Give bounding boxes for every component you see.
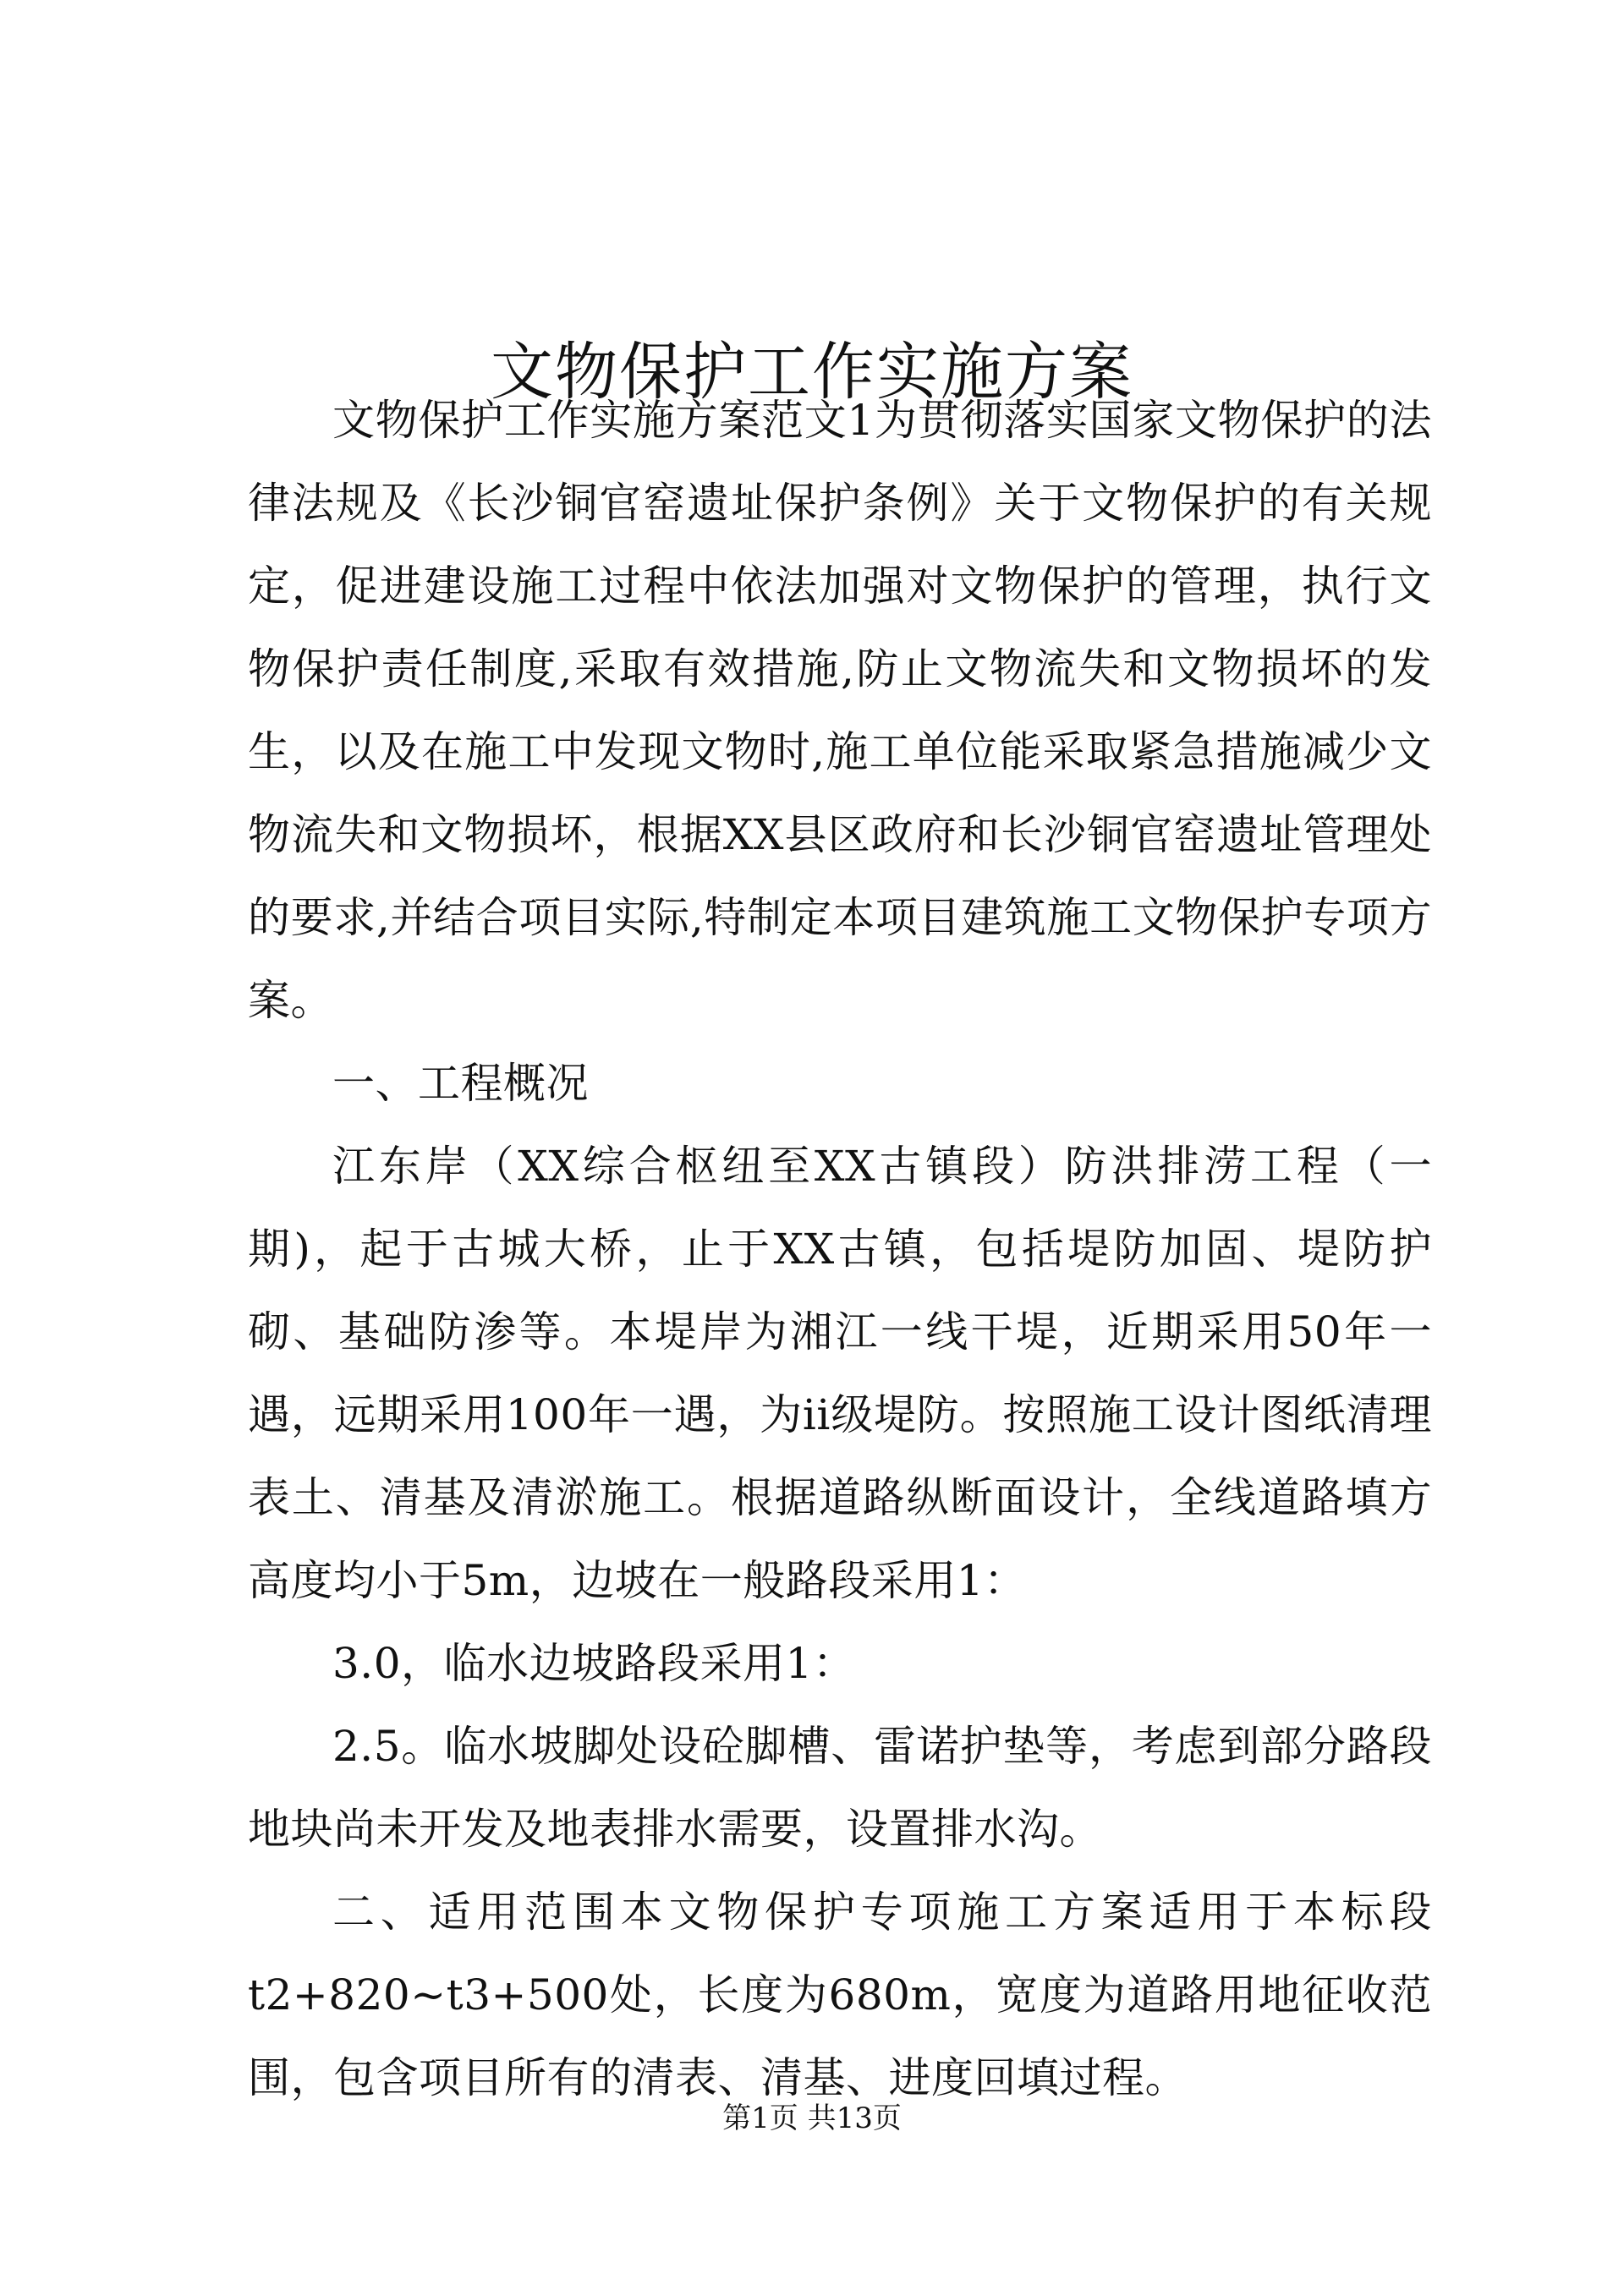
paragraph-intro: 文物保护工作实施方案范文1为贯彻落实国家文物保护的法律法规及《长沙铜官窑遗址保护条例》关于文物保护的有关规定，促进建设施工过程中依法加强对文物保护的管理，执行文物保护责任制度,采取有效措施,防止文物流失和文物损坏的发生，以及在施工中发现文物时,施工单位能采取紧急措施减少文物流失和文物损坏，根据XX县区政府和长沙铜官窑遗址管理处的要求,并结合项目实际,特制定本项目建筑施工文物保护专项方案。 bbox=[248, 396, 1432, 1025]
page-number: 第1页 共13页 bbox=[722, 2101, 902, 2135]
paragraph-slope-ratio: 3.0，临水边坡路段采用1： bbox=[332, 1639, 856, 1688]
paragraph-slope-details: 2.5。临水坡脚处设砼脚槽、雷诺护垫等，考虑到部分路段地块尚未开发及地表排水需要，设置排水沟。 bbox=[248, 1722, 1432, 1854]
page-title: 文物保护工作实施方案 bbox=[491, 335, 1133, 408]
document-body bbox=[248, 379, 1432, 2119]
paragraph-scope: 二、适用范围本文物保护专项施工方案适用于本标段t2+820~t3+500处，长度为680m，宽度为道路用地征收范围，包含项目所有的清表、清基、进度回填过程。 bbox=[248, 1888, 1432, 2102]
paragraph-overview: 江东岸（XX综合枢纽至XX古镇段）防洪排涝工程（一期)，起于古城大桥，止于XX古镇，包括堤防加固、堤防护砌、基础防渗等。本堤岸为湘江一线干堤，近期采用50年一遇，远期采用100年一遇，为ii级堤防。按照施工设计图纸清理表土、清基及清淤施工。根据道路纵断面设计，全线道路填方高度均小于5m，边坡在一般路段采用1： bbox=[248, 1142, 1432, 1605]
section-heading-overview: 一、工程概况 bbox=[332, 1059, 589, 1108]
